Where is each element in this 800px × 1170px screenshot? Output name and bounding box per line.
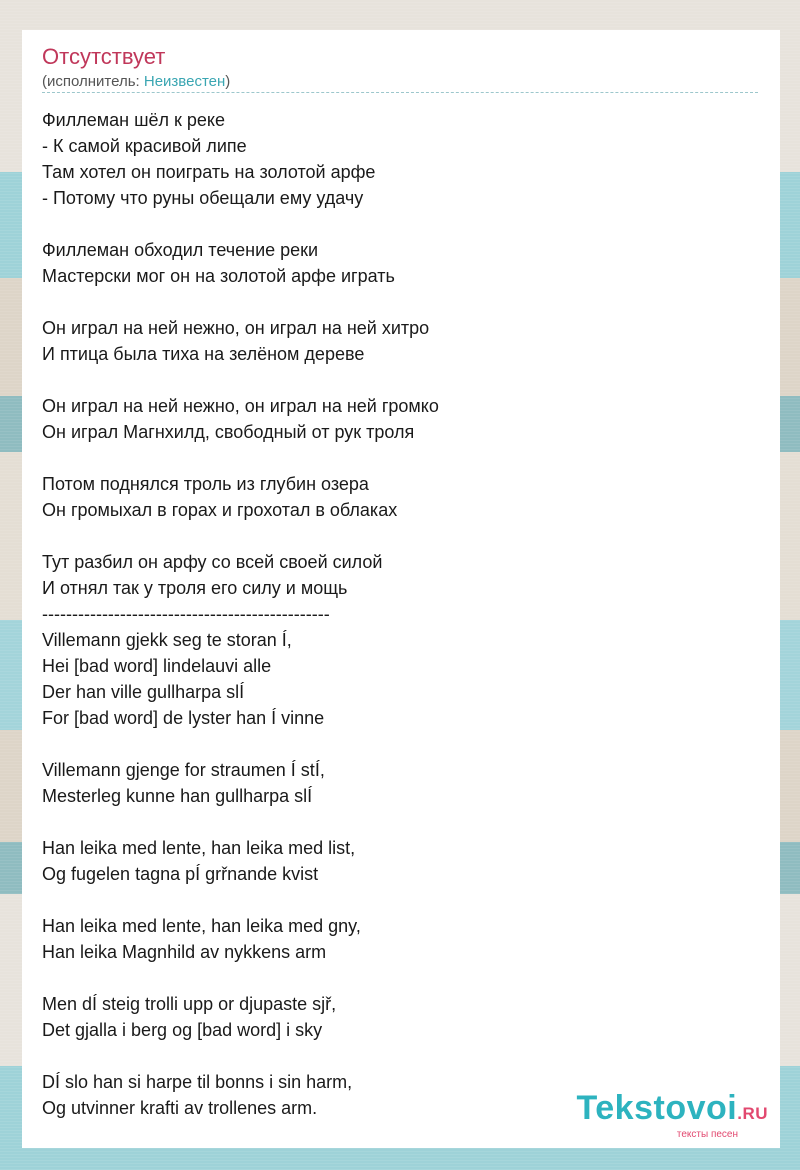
title-divider xyxy=(42,92,758,93)
lyrics-line: Mesterleg kunne han gullharpa slÍ xyxy=(42,786,313,806)
lyrics-line: Han leika med lente, han leika med list, xyxy=(42,838,356,858)
lyrics-blank-line xyxy=(42,731,758,757)
lyrics-blank-line xyxy=(42,445,758,471)
song-title: Отсутствует xyxy=(42,44,166,69)
lyrics-line: Villemann gjekk seg te storan Í, xyxy=(42,630,292,650)
lyrics-line: Он играл Магнхилд, свободный от рук троля xyxy=(42,422,415,442)
lyrics-line: Тут разбил он арфу со всей своей силой xyxy=(42,552,383,572)
lyrics-line: Hei [bad word] lindelauvi alle xyxy=(42,656,272,676)
lyrics-line: Det gjalla i berg og [bad word] i sky xyxy=(42,1020,323,1040)
lyrics-blank-line xyxy=(42,211,758,237)
lyrics-blank-line xyxy=(42,523,758,549)
lyrics-blank-line xyxy=(42,367,758,393)
lyrics-line: И птица была тиха на зелёном дереве xyxy=(42,344,365,364)
lyrics-text xyxy=(42,107,758,1121)
lyrics-line: Он играл на ней нежно, он играл на ней хитро xyxy=(42,318,430,338)
lyrics-line: Потом поднялся троль из глубин озера xyxy=(42,474,369,494)
site-logo[interactable] xyxy=(577,1090,768,1140)
lyrics-line: Villemann gjenge for straumen Í stÍ, xyxy=(42,760,325,780)
logo-name: Tekstovoi xyxy=(576,1089,738,1127)
lyrics-line: Там хотел он поиграть на золотой арфе xyxy=(42,162,376,182)
lyrics-line: Og utvinner krafti av trollenes arm. xyxy=(42,1098,318,1118)
lyrics-blank-line xyxy=(42,965,758,991)
lyrics-line: Han leika Magnhild av nykkens arm xyxy=(42,942,327,962)
lyrics-line: Men dÍ steig trolli upp or djupaste sjř, xyxy=(42,994,337,1014)
lyrics-line: Филлеман обходил течение реки xyxy=(42,240,319,260)
logo-domain: .RU xyxy=(737,1104,768,1123)
lyrics-line: DÍ slo han si harpe til bonns i sin harm, xyxy=(42,1072,353,1092)
song-artist-line xyxy=(42,72,230,92)
lyrics-blank-line xyxy=(42,809,758,835)
lyrics-card xyxy=(22,30,780,1148)
lyrics-blank-line xyxy=(42,1043,758,1069)
lyrics-line: Он громыхал в горах и грохотал в облаках xyxy=(42,500,398,520)
lyrics-line: Han leika med lente, han leika med gny, xyxy=(42,916,361,936)
artist-link[interactable]: Неизвестен xyxy=(143,73,226,90)
artist-suffix: ) xyxy=(225,73,231,90)
lyrics-line: Og fugelen tagna pÍ grřnande kvist xyxy=(42,864,319,884)
logo-tagline: тексты песен xyxy=(676,1129,738,1140)
lyrics-line: For [bad word] de lyster han Í vinne xyxy=(42,708,325,728)
artist-prefix: (исполнитель: xyxy=(42,73,144,90)
lyrics-line: Он играл на ней нежно, он играл на ней громко xyxy=(42,396,439,416)
lyrics-line: ------------------------------------------------ xyxy=(42,604,330,624)
lyrics-line: Мастерски мог он на золотой арфе играть xyxy=(42,266,395,286)
lyrics-line: И отнял так у троля его силу и мощь xyxy=(42,578,348,598)
lyrics-blank-line xyxy=(42,887,758,913)
lyrics-line: Филлеман шёл к реке xyxy=(42,110,226,130)
lyrics-line: - Потому что руны обещали ему удачу xyxy=(42,188,364,208)
lyrics-blank-line xyxy=(42,289,758,315)
lyrics-line: Der han ville gullharpa slÍ xyxy=(42,682,245,702)
lyrics-line: - К самой красивой липе xyxy=(42,136,247,156)
